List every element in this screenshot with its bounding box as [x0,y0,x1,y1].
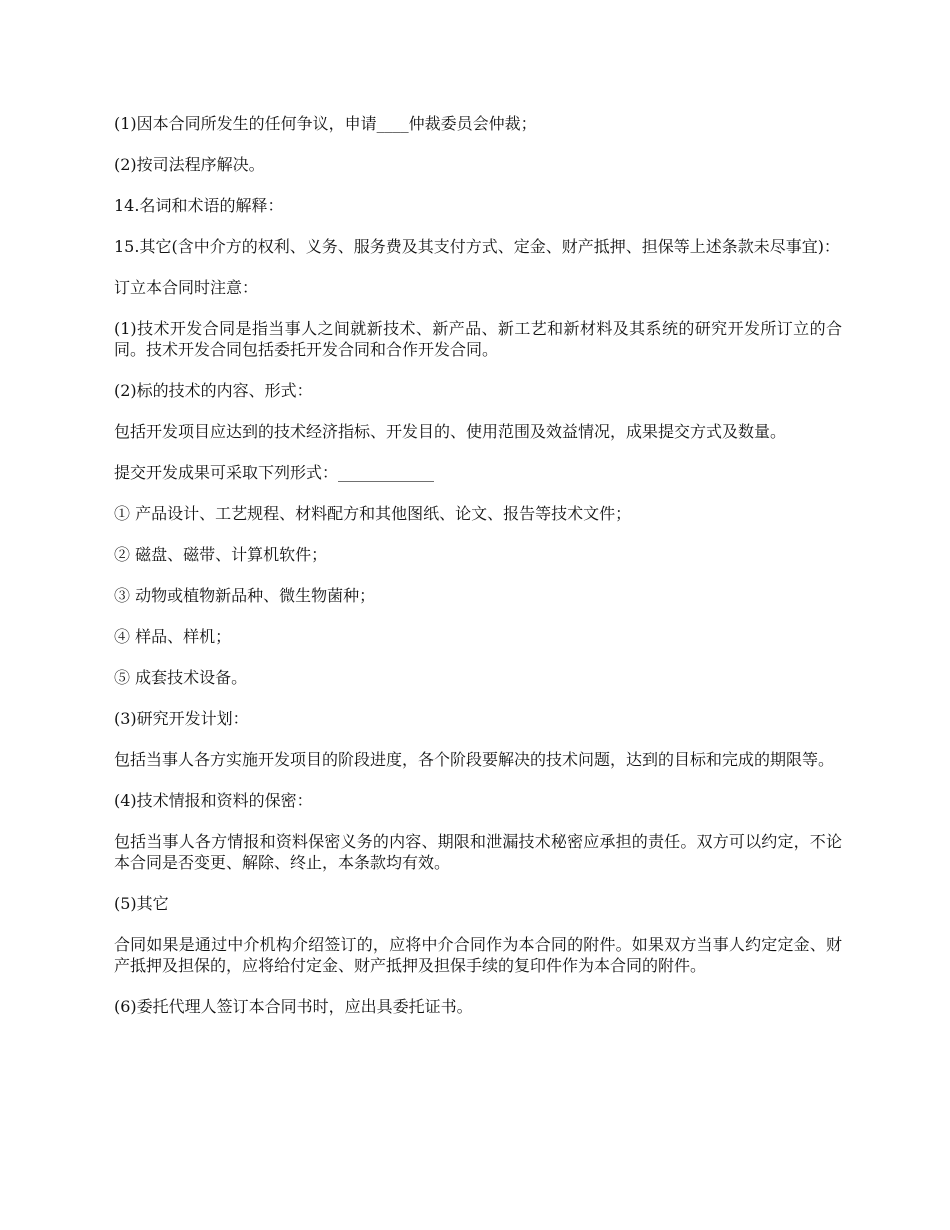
document-body [114,113,842,1037]
list-item-deliverable-2: ② 磁盘、磁带、计算机软件； [114,545,328,564]
paragraph-confidentiality-details: 包括当事人各方情报和资料保密义务的内容、期限和泄漏技术秘密应承担的责任。双方可以约定，不论本合同是否变更、解除、终止，本条款均有效。 [114,832,842,872]
paragraph-terms-definition: 14.名词和术语的解释： [114,196,284,215]
list-item-deliverable-3: ③ 动物或植物新品种、微生物菌种； [114,586,376,605]
paragraph-contract-definition: (1)技术开发合同是指当事人之间就新技术、新产品、新工艺和新材料及其系统的研究开发所订立的合同。技术开发合同包括委托开发合同和合作开发合同。 [114,319,842,359]
paragraph-deliverable-forms: 提交开发成果可采取下列形式：____________ [114,463,435,482]
paragraph-power-of-attorney: (6)委托代理人签订本合同书时，应出具委托证书。 [114,997,473,1016]
paragraph-confidentiality: (4)技术情报和资料的保密： [114,791,313,810]
paragraph-dispute-arbitration: (1)因本合同所发生的任何争议，申请____仲裁委员会仲裁； [114,114,537,133]
paragraph-rd-plan: (3)研究开发计划： [114,709,249,728]
paragraph-others: (5)其它 [114,894,169,913]
list-item-deliverable-1: ① 产品设计、工艺规程、材料配方和其他图纸、论文、报告等技术文件； [114,504,632,523]
paragraph-judicial-procedure: (2)按司法程序解决。 [114,155,265,174]
paragraph-intermediary-contract: 合同如果是通过中介机构介绍签订的，应将中介合同作为本合同的附件。如果双方当事人约定定金、财产抵押及担保的，应将给付定金、财产抵押及担保手续的复印件作为本合同的附件。 [114,935,842,975]
list-item-deliverable-5: ⑤ 成套技术设备。 [114,668,248,687]
paragraph-rd-plan-details: 包括当事人各方实施开发项目的阶段进度，各个阶段要解决的技术问题，达到的目标和完成的期限等。 [114,750,835,769]
paragraph-other-matters: 15.其它(含中介方的权利、义务、服务费及其支付方式、定金、财产抵押、担保等上述条款未尽事宜)： [114,237,840,256]
paragraph-notes-heading: 订立本合同时注意： [114,278,259,297]
list-item-deliverable-4: ④ 样品、样机； [114,627,232,646]
paragraph-subject-details: 包括开发项目应达到的技术经济指标、开发目的、使用范围及效益情况，成果提交方式及数量。 [114,422,787,441]
paragraph-subject-content: (2)标的技术的内容、形式： [114,381,313,400]
